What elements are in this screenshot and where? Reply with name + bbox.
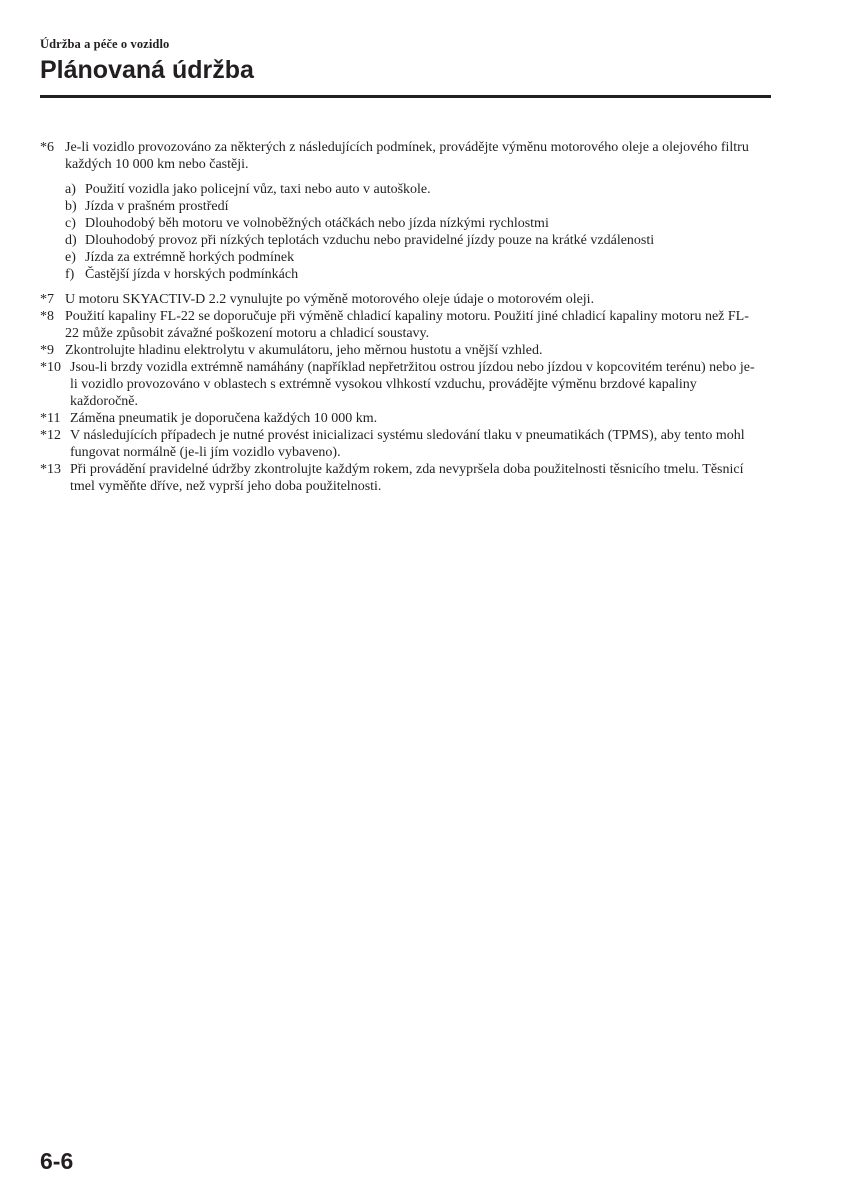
- footnote-text: U motoru SKYACTIV-D 2.2 vynulujte po výměně motorového oleje údaje o motorovém oleji.: [65, 292, 595, 307]
- footnote-text: Záměna pneumatik je doporučena každých 10 000 km.: [70, 411, 378, 426]
- footnote-6: [40, 139, 760, 173]
- footnote-text: Při provádění pravidelné údržby zkontrolujte každým rokem, zda nevypršela doba použitelnosti těsnicího tmelu. Těsnicí tmel vyměňte dříve, než vyprší jeho doba použitelnosti.: [70, 462, 744, 494]
- section-label: Údržba a péče o vozidlo: [40, 37, 170, 51]
- list-item-text: Použití vozidla jako policejní vůz, taxi nebo auto v autoškole.: [85, 182, 431, 197]
- page-title: Plánovaná údržba: [40, 56, 254, 84]
- footnote-mark: *6: [40, 140, 54, 155]
- list-item: [65, 181, 760, 198]
- footnote-mark: *10: [40, 360, 61, 375]
- footnote-text: Použití kapaliny FL-22 se doporučuje při výměně chladicí kapaliny motoru. Použití jiné chladicí kapaliny motoru než FL-22 může způsobit závažné poškození motoru a chladicí soustavy.: [65, 309, 749, 341]
- footnote-text: V následujících případech je nutné provést inicializaci systému sledování tlaku v pneumatikách (TPMS), aby tento mohl fungovat normálně (je-li jím vozidlo vybaveno).: [70, 428, 745, 460]
- list-item: [65, 215, 760, 232]
- footnote-mark: *12: [40, 428, 61, 443]
- list-item: [65, 266, 760, 283]
- footnotes-body: [40, 139, 760, 495]
- footnote-text: Zkontrolujte hladinu elektrolytu v akumulátoru, jeho měrnou hustotu a vnější vzhled.: [65, 343, 543, 358]
- list-item-letter: e): [65, 250, 76, 265]
- list-item-letter: c): [65, 216, 76, 231]
- list-item-letter: f): [65, 267, 75, 282]
- footnote-8: [40, 308, 760, 342]
- title-rule: [40, 95, 771, 98]
- condition-list: [65, 181, 760, 283]
- list-item: [65, 198, 760, 215]
- footnote-text: Jsou-li brzdy vozidla extrémně namáhány (například nepřetržitou ostrou jízdou nebo jízdou v kopcovitém terénu) nebo je-li vozidlo provozováno v oblastech s extrémně vysokou vlhkostí vzduchu, provádějte výměnu brzdové kapaliny každoročně.: [70, 360, 755, 409]
- footnote-mark: *7: [40, 292, 54, 307]
- footnote-mark: *11: [40, 411, 61, 426]
- footnote-12: [40, 427, 760, 461]
- list-item-text: Dlouhodobý provoz při nízkých teplotách vzduchu nebo pravidelné jízdy pouze na krátké vzdálenosti: [85, 233, 655, 248]
- list-item-letter: b): [65, 199, 77, 214]
- list-item-letter: a): [65, 182, 76, 197]
- footnote-mark: *13: [40, 462, 61, 477]
- footnote-9: [40, 342, 760, 359]
- footnote-10: [40, 359, 760, 410]
- footnote-7: [40, 291, 760, 308]
- footnote-mark: *8: [40, 309, 54, 324]
- list-item-text: Častější jízda v horských podmínkách: [85, 267, 299, 282]
- list-item-letter: d): [65, 233, 77, 248]
- list-item-text: Jízda za extrémně horkých podmínek: [85, 250, 295, 265]
- list-item: [65, 249, 760, 266]
- footnote-13: [40, 461, 760, 495]
- footnote-text: Je-li vozidlo provozováno za některých z následujících podmínek, provádějte výměnu motorového oleje a olejového filtru každých 10 000 km nebo častěji.: [65, 140, 749, 172]
- list-item: [65, 232, 760, 249]
- list-item-text: Dlouhodobý běh motoru ve volnoběžných otáčkách nebo jízda nízkými rychlostmi: [85, 216, 549, 231]
- footnote-mark: *9: [40, 343, 54, 358]
- page-number: 6-6: [40, 1148, 74, 1174]
- list-item-text: Jízda v prašném prostředí: [85, 199, 229, 214]
- footnote-11: [40, 410, 760, 427]
